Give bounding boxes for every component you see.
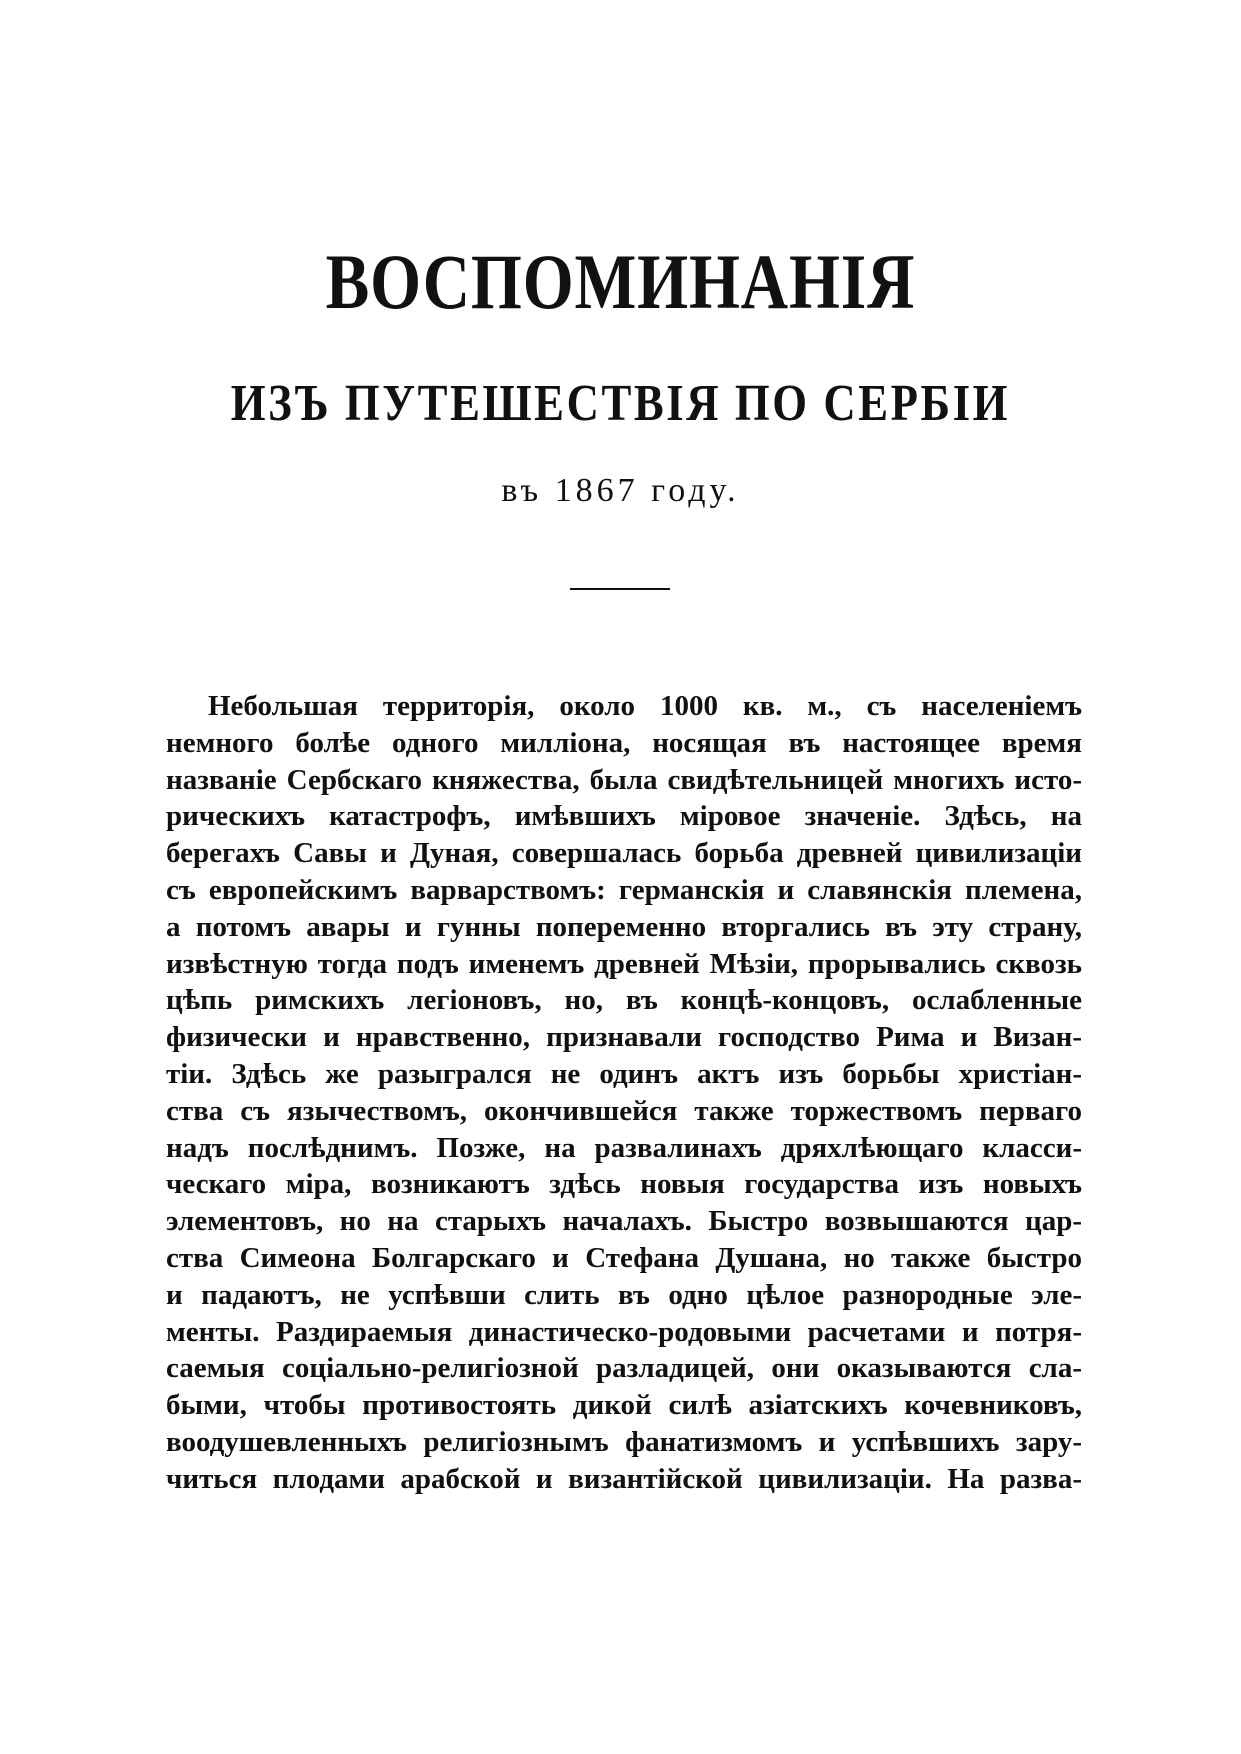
text-line: извѣстную тогда подъ именемъ древней Мѣзіи, прорывались сквозь bbox=[166, 947, 1082, 980]
page-subtitle: ИЗЪ ПУТЕШЕСТВІЯ ПО СЕРБІИ bbox=[230, 375, 1011, 432]
text-line: воодушевленныхъ религіознымъ фанатизмомъ и успѣвшихъ зару- bbox=[166, 1425, 1082, 1458]
text-line: надъ послѣднимъ. Позже, на развалинахъ дряхлѣющаго класси- bbox=[166, 1131, 1082, 1164]
text-line: ства съ язычествомъ, окончившейся также торжествомъ перваго bbox=[166, 1094, 1082, 1127]
text-line: элементовъ, но на старыхъ началахъ. Быстро возвышаются цар- bbox=[166, 1205, 1082, 1238]
text-line: менты. Раздираемыя династическо-родовыми расчетами и потря- bbox=[166, 1315, 1082, 1348]
text-line: ства Симеона Болгарскаго и Стефана Душана, но также быстро bbox=[166, 1241, 1082, 1274]
body-paragraph bbox=[166, 688, 1082, 1498]
text-line: названіе Сербскаго княжества, была свидѣтельницей многихъ исто- bbox=[166, 763, 1082, 796]
text-line: физически и нравственно, признавали господство Рима и Визан- bbox=[166, 1021, 1082, 1054]
text-line: Небольшая территорія, около 1000 кв. м., съ населеніемъ bbox=[208, 690, 1082, 722]
text-line: тіи. Здѣсь же разыгрался не одинъ актъ изъ борьбы христіан- bbox=[166, 1057, 1082, 1090]
year-line: въ 1867 году. bbox=[501, 472, 740, 509]
text-line: быми, чтобы противостоять дикой силѣ азіатскихъ кочевниковъ, bbox=[166, 1389, 1082, 1422]
text-line: рическихъ катастрофъ, имѣвшихъ міровое значеніе. Здѣсь, на bbox=[166, 800, 1082, 833]
text-line: берегахъ Савы и Дуная, совершалась борьба древней цивилизаціи bbox=[166, 837, 1082, 870]
text-line: цѣпь римскихъ легіоновъ, но, въ концѣ-концовъ, ослабленные bbox=[166, 984, 1082, 1017]
section-divider bbox=[570, 588, 670, 590]
text-line: и падаютъ, не успѣвши слить въ одно цѣлое разнородные эле- bbox=[166, 1278, 1082, 1311]
text-line: съ европейскимъ варварствомъ: германскія и славянскія племена, bbox=[166, 873, 1082, 906]
text-line: читься плодами арабской и византійской цивилизаціи. На развa- bbox=[166, 1462, 1082, 1495]
text-line: саемыя соціально-религіозной разладицей, они оказываются сла- bbox=[166, 1352, 1082, 1385]
text-line: ческаго міра, возникаютъ здѣсь новыя государства изъ новыхъ bbox=[166, 1168, 1082, 1201]
page-title: ВОСПОМИНАНІЯ bbox=[325, 238, 916, 325]
text-line: немного болѣе одного милліона, носящая въ настоящее время bbox=[166, 726, 1082, 759]
text-line: а потомъ авары и гунны попеременно вторгались въ эту страну, bbox=[166, 910, 1082, 943]
